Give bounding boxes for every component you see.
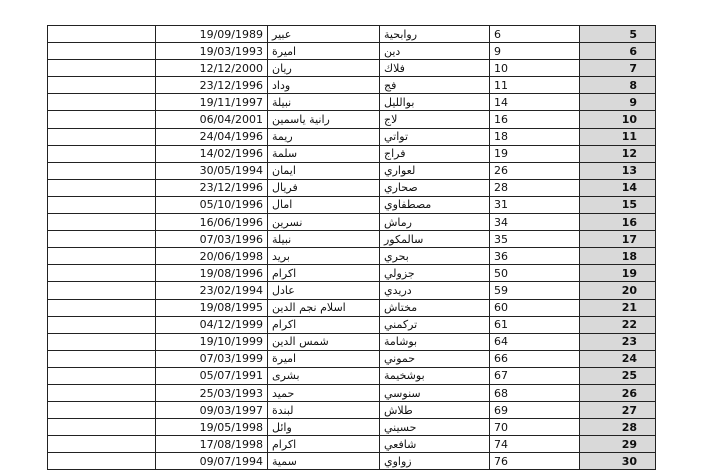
last-name-cell: لعواري	[380, 162, 490, 179]
first-name-cell: عبير	[268, 26, 380, 43]
empty-cell	[48, 145, 156, 162]
row-number: 15	[621, 198, 637, 212]
last-name-cell: سالمكور	[380, 231, 490, 248]
first-name-cell: وداد	[268, 77, 380, 94]
birth-date-cell: 09/03/1997	[156, 402, 268, 419]
table-row	[48, 316, 656, 333]
last-name-cell: بوشامة	[380, 333, 490, 350]
table-row	[48, 43, 656, 60]
birth-date-cell: 12/12/2000	[156, 60, 268, 77]
row-number: 11	[621, 130, 637, 144]
row-number: 5	[629, 27, 637, 41]
code-cell: 74	[490, 436, 580, 453]
row-number: 27	[621, 403, 637, 417]
row-number: 25	[621, 369, 637, 383]
table-row	[48, 265, 656, 282]
table-row	[48, 128, 656, 145]
table-row	[48, 333, 656, 350]
table-row	[48, 111, 656, 128]
table-row	[48, 145, 656, 162]
row-number-cell	[580, 248, 656, 265]
birth-date-cell: 09/07/1994	[156, 453, 268, 470]
empty-cell	[48, 128, 156, 145]
code-cell: 10	[490, 60, 580, 77]
row-number: 14	[621, 181, 637, 195]
row-number: 19	[621, 266, 637, 280]
code-cell: 6	[490, 26, 580, 43]
row-number-cell	[580, 453, 656, 470]
empty-cell	[48, 333, 156, 350]
row-number: 7	[629, 61, 637, 75]
code-cell: 16	[490, 111, 580, 128]
table-row	[48, 402, 656, 419]
birth-date-cell: 07/03/1996	[156, 231, 268, 248]
table-row	[48, 350, 656, 367]
birth-date-cell: 17/08/1998	[156, 436, 268, 453]
last-name-cell: مختاش	[380, 299, 490, 316]
birth-date-cell: 14/02/1996	[156, 145, 268, 162]
row-number-cell	[580, 77, 656, 94]
table-row	[48, 248, 656, 265]
code-cell: 34	[490, 214, 580, 231]
code-cell: 59	[490, 282, 580, 299]
code-cell: 60	[490, 299, 580, 316]
table-row	[48, 60, 656, 77]
last-name-cell: حسيني	[380, 419, 490, 436]
birth-date-cell: 24/04/1996	[156, 128, 268, 145]
empty-cell	[48, 282, 156, 299]
first-name-cell: حميد	[268, 384, 380, 401]
row-number-cell	[580, 196, 656, 213]
row-number-cell	[580, 128, 656, 145]
row-number-cell	[580, 162, 656, 179]
birth-date-cell: 07/03/1999	[156, 350, 268, 367]
last-name-cell: دريدي	[380, 282, 490, 299]
birth-date-cell: 05/10/1996	[156, 196, 268, 213]
birth-date-cell: 19/09/1989	[156, 26, 268, 43]
row-number-cell	[580, 436, 656, 453]
code-cell: 67	[490, 367, 580, 384]
code-cell: 11	[490, 77, 580, 94]
empty-cell	[48, 231, 156, 248]
row-number-cell	[580, 316, 656, 333]
last-name-cell: فلاك	[380, 60, 490, 77]
birth-date-cell: 23/02/1994	[156, 282, 268, 299]
table-row	[48, 179, 656, 196]
table-row	[48, 367, 656, 384]
last-name-cell: بحري	[380, 248, 490, 265]
first-name-cell: ريمة	[268, 128, 380, 145]
first-name-cell: اميرة	[268, 350, 380, 367]
empty-cell	[48, 77, 156, 94]
empty-cell	[48, 350, 156, 367]
row-number-cell	[580, 265, 656, 282]
table-row	[48, 299, 656, 316]
first-name-cell: امال	[268, 196, 380, 213]
first-name-cell: رانية ياسمين	[268, 111, 380, 128]
birth-date-cell: 19/05/1998	[156, 419, 268, 436]
code-cell: 19	[490, 145, 580, 162]
last-name-cell: تركمني	[380, 316, 490, 333]
table-row	[48, 77, 656, 94]
empty-cell	[48, 26, 156, 43]
code-cell: 68	[490, 384, 580, 401]
last-name-cell: فج	[380, 77, 490, 94]
code-cell: 14	[490, 94, 580, 111]
first-name-cell: لبندة	[268, 402, 380, 419]
birth-date-cell: 23/12/1996	[156, 179, 268, 196]
table-row	[48, 231, 656, 248]
first-name-cell: نسرين	[268, 214, 380, 231]
row-number: 20	[621, 283, 637, 297]
row-number-cell	[580, 282, 656, 299]
empty-cell	[48, 248, 156, 265]
last-name-cell: جزولي	[380, 265, 490, 282]
table-row	[48, 384, 656, 401]
empty-cell	[48, 436, 156, 453]
row-number: 17	[621, 232, 637, 246]
first-name-cell: اسلام نجم الدين	[268, 299, 380, 316]
code-cell: 64	[490, 333, 580, 350]
row-number: 18	[621, 249, 637, 263]
student-table	[47, 25, 656, 470]
birth-date-cell: 23/12/1996	[156, 77, 268, 94]
row-number-cell	[580, 419, 656, 436]
row-number-cell	[580, 299, 656, 316]
row-number-cell	[580, 350, 656, 367]
first-name-cell: ريان	[268, 60, 380, 77]
code-cell: 69	[490, 402, 580, 419]
table-row	[48, 436, 656, 453]
first-name-cell: نبيلة	[268, 94, 380, 111]
empty-cell	[48, 43, 156, 60]
table-row	[48, 214, 656, 231]
code-cell: 50	[490, 265, 580, 282]
first-name-cell: اكرام	[268, 265, 380, 282]
birth-date-cell: 16/06/1996	[156, 214, 268, 231]
first-name-cell: شمس الدين	[268, 333, 380, 350]
table-row	[48, 162, 656, 179]
birth-date-cell: 19/08/1996	[156, 265, 268, 282]
row-number: 9	[629, 95, 637, 109]
student-table-body	[48, 26, 656, 470]
birth-date-cell: 30/05/1994	[156, 162, 268, 179]
code-cell: 66	[490, 350, 580, 367]
birth-date-cell: 05/07/1991	[156, 367, 268, 384]
last-name-cell: شافعي	[380, 436, 490, 453]
first-name-cell: سمية	[268, 453, 380, 470]
last-name-cell: طلاش	[380, 402, 490, 419]
code-cell: 18	[490, 128, 580, 145]
first-name-cell: وائل	[268, 419, 380, 436]
table-row	[48, 26, 656, 43]
first-name-cell: فريال	[268, 179, 380, 196]
last-name-cell: سنوسي	[380, 384, 490, 401]
code-cell: 70	[490, 419, 580, 436]
code-cell: 36	[490, 248, 580, 265]
row-number: 30	[621, 454, 637, 468]
first-name-cell: عادل	[268, 282, 380, 299]
empty-cell	[48, 384, 156, 401]
row-number: 24	[621, 352, 637, 366]
code-cell: 26	[490, 162, 580, 179]
empty-cell	[48, 94, 156, 111]
row-number: 12	[621, 147, 637, 161]
first-name-cell: اكرام	[268, 436, 380, 453]
row-number: 21	[621, 301, 637, 315]
last-name-cell: بوشخيمة	[380, 367, 490, 384]
row-number-cell	[580, 94, 656, 111]
last-name-cell: فراج	[380, 145, 490, 162]
last-name-cell: مصطفاوي	[380, 196, 490, 213]
row-number: 22	[621, 318, 637, 332]
last-name-cell: بوالليل	[380, 94, 490, 111]
row-number-cell	[580, 402, 656, 419]
last-name-cell: صحاري	[380, 179, 490, 196]
birth-date-cell: 19/11/1997	[156, 94, 268, 111]
birth-date-cell: 19/03/1993	[156, 43, 268, 60]
first-name-cell: بريد	[268, 248, 380, 265]
empty-cell	[48, 214, 156, 231]
first-name-cell: نبيلة	[268, 231, 380, 248]
row-number: 8	[629, 78, 637, 92]
row-number-cell	[580, 333, 656, 350]
table-row	[48, 419, 656, 436]
last-name-cell: تواتي	[380, 128, 490, 145]
row-number: 29	[621, 437, 637, 451]
birth-date-cell: 19/08/1995	[156, 299, 268, 316]
row-number-cell	[580, 367, 656, 384]
birth-date-cell: 06/04/2001	[156, 111, 268, 128]
first-name-cell: ايمان	[268, 162, 380, 179]
empty-cell	[48, 316, 156, 333]
last-name-cell: حموني	[380, 350, 490, 367]
row-number-cell	[580, 384, 656, 401]
row-number-cell	[580, 26, 656, 43]
row-number: 16	[621, 215, 637, 229]
empty-cell	[48, 402, 156, 419]
birth-date-cell: 25/03/1993	[156, 384, 268, 401]
row-number: 28	[621, 420, 637, 434]
row-number-cell	[580, 43, 656, 60]
code-cell: 9	[490, 43, 580, 60]
first-name-cell: سلمة	[268, 145, 380, 162]
table-row	[48, 196, 656, 213]
last-name-cell: رماش	[380, 214, 490, 231]
row-number-cell	[580, 60, 656, 77]
last-name-cell: لاج	[380, 111, 490, 128]
first-name-cell: اكرام	[268, 316, 380, 333]
last-name-cell: زواوي	[380, 453, 490, 470]
empty-cell	[48, 196, 156, 213]
empty-cell	[48, 453, 156, 470]
row-number-cell	[580, 231, 656, 248]
code-cell: 28	[490, 179, 580, 196]
row-number: 13	[621, 164, 637, 178]
last-name-cell: دين	[380, 43, 490, 60]
code-cell: 61	[490, 316, 580, 333]
empty-cell	[48, 367, 156, 384]
last-name-cell: روابحية	[380, 26, 490, 43]
empty-cell	[48, 111, 156, 128]
empty-cell	[48, 60, 156, 77]
row-number-cell	[580, 111, 656, 128]
row-number-cell	[580, 179, 656, 196]
table-row	[48, 453, 656, 470]
row-number-cell	[580, 145, 656, 162]
row-number: 23	[621, 335, 637, 349]
row-number: 26	[621, 386, 637, 400]
table-row	[48, 94, 656, 111]
row-number: 6	[629, 44, 637, 58]
empty-cell	[48, 419, 156, 436]
table-row	[48, 282, 656, 299]
birth-date-cell: 04/12/1999	[156, 316, 268, 333]
empty-cell	[48, 265, 156, 282]
first-name-cell: اميرة	[268, 43, 380, 60]
code-cell: 76	[490, 453, 580, 470]
code-cell: 31	[490, 196, 580, 213]
birth-date-cell: 20/06/1998	[156, 248, 268, 265]
row-number-cell	[580, 214, 656, 231]
empty-cell	[48, 179, 156, 196]
code-cell: 35	[490, 231, 580, 248]
row-number: 10	[621, 113, 637, 127]
birth-date-cell: 19/10/1999	[156, 333, 268, 350]
empty-cell	[48, 299, 156, 316]
empty-cell	[48, 162, 156, 179]
first-name-cell: بشرى	[268, 367, 380, 384]
